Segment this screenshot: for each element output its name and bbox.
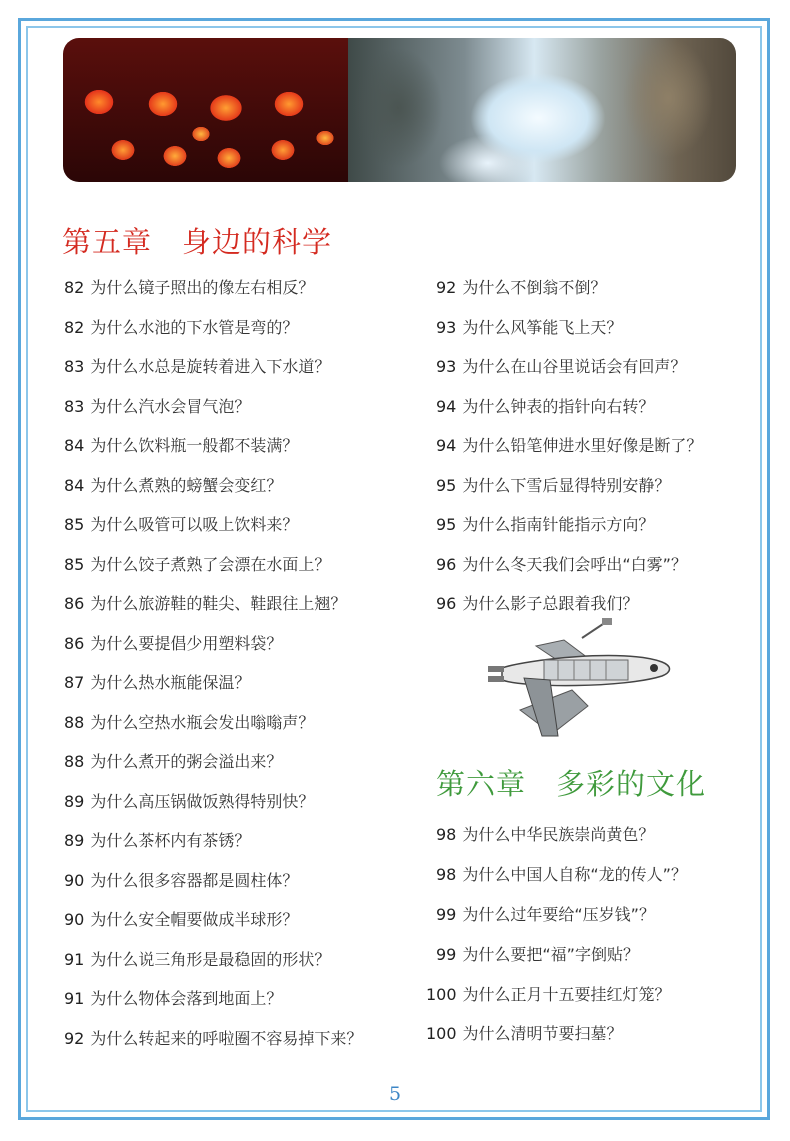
entry-title: 为什么中华民族崇尚黄色？	[462, 825, 655, 844]
entry-page-number: 98	[436, 825, 457, 844]
entry-page-number: 94	[436, 397, 457, 416]
entry-title: 为什么影子总跟着我们？	[462, 594, 639, 613]
glacier-image	[348, 38, 736, 182]
entry-page-number: 91	[64, 950, 85, 969]
toc-entry[interactable]	[436, 473, 670, 496]
entry-page-number: 99	[436, 945, 457, 964]
red-lanterns-image	[63, 38, 348, 182]
entry-title: 为什么中国人自称“龙的传人”？	[462, 865, 687, 884]
entry-title: 为什么饮料瓶一般都不装满？	[90, 436, 299, 455]
entry-page-number: 95	[436, 515, 457, 534]
toc-entry[interactable]	[436, 275, 606, 298]
entry-title: 为什么在山谷里说话会有回声？	[462, 357, 687, 376]
entry-title: 为什么指南针能指示方向？	[462, 515, 655, 534]
chapter-6-title: 第六章 多彩的文化	[436, 767, 707, 801]
entry-title: 为什么吸管可以吸上饮料来？	[90, 515, 299, 534]
toc-entry[interactable]	[436, 902, 655, 925]
entry-title: 为什么水总是旋转着进入下水道？	[90, 357, 331, 376]
entry-title: 为什么下雪后显得特别安静？	[462, 476, 671, 495]
entry-title: 为什么空热水瓶会发出嗡嗡声？	[90, 713, 315, 732]
toc-entry[interactable]	[436, 591, 638, 614]
entry-page-number: 89	[64, 792, 85, 811]
toc-entry[interactable]	[64, 433, 298, 456]
entry-title: 为什么过年要给“压岁钱”？	[462, 905, 655, 924]
toc-entry[interactable]	[64, 907, 298, 930]
toc-entry[interactable]	[64, 947, 330, 970]
entry-page-number: 93	[436, 357, 457, 376]
space-shuttle-illustration	[484, 618, 676, 750]
entry-title: 为什么钟表的指针向右转？	[462, 397, 655, 416]
toc-entry[interactable]	[64, 749, 282, 772]
toc-entry[interactable]	[64, 552, 330, 575]
entry-page-number: 93	[436, 318, 457, 337]
entry-title: 为什么冬天我们会呼出“白雾”？	[462, 555, 687, 574]
toc-entry[interactable]	[64, 828, 250, 851]
entry-page-number: 91	[64, 989, 85, 1008]
entry-title: 为什么安全帽要做成半球形？	[90, 910, 299, 929]
entry-title: 为什么高压锅做饭熟得特别快？	[90, 792, 315, 811]
toc-entry[interactable]	[64, 394, 250, 417]
entry-title: 为什么旅游鞋的鞋尖、鞋跟往上翘？	[90, 594, 347, 613]
entry-title: 为什么煮开的粥会溢出来？	[90, 752, 283, 771]
toc-entry[interactable]	[64, 354, 330, 377]
entry-title: 为什么要提倡少用塑料袋？	[90, 634, 283, 653]
toc-entry[interactable]	[64, 315, 298, 338]
toc-entry[interactable]	[64, 1026, 362, 1049]
entry-title: 为什么镜子照出的像左右相反？	[90, 278, 315, 297]
entry-page-number: 86	[64, 634, 85, 653]
entry-title: 为什么很多容器都是圆柱体？	[90, 871, 299, 890]
entry-page-number: 83	[64, 397, 85, 416]
toc-entry[interactable]	[64, 670, 250, 693]
toc-entry[interactable]	[436, 822, 654, 845]
entry-page-number: 89	[64, 831, 85, 850]
entry-title: 为什么转起来的呼啦圈不容易掉下来？	[90, 1029, 363, 1048]
toc-entry[interactable]	[436, 512, 654, 535]
entry-page-number: 85	[64, 515, 85, 534]
toc-entry[interactable]	[64, 512, 298, 535]
entry-page-number: 92	[64, 1029, 85, 1048]
toc-entry[interactable]	[436, 862, 687, 885]
entry-title: 为什么煮熟的螃蟹会变红？	[90, 476, 283, 495]
toc-entry[interactable]	[436, 433, 702, 456]
entry-page-number: 88	[64, 752, 85, 771]
entry-page-number: 84	[64, 436, 85, 455]
toc-entry[interactable]	[426, 1021, 623, 1044]
entry-title: 为什么不倒翁不倒？	[462, 278, 607, 297]
entry-page-number: 85	[64, 555, 85, 574]
toc-entry[interactable]	[64, 789, 314, 812]
toc-entry[interactable]	[64, 986, 282, 1009]
entry-page-number: 84	[64, 476, 85, 495]
toc-entry[interactable]	[436, 394, 654, 417]
toc-entry[interactable]	[64, 473, 282, 496]
entry-title: 为什么清明节要扫墓？	[462, 1024, 623, 1043]
entry-page-number: 95	[436, 476, 457, 495]
entry-page-number: 96	[436, 555, 457, 574]
entry-title: 为什么铅笔伸进水里好像是断了？	[462, 436, 703, 455]
entry-title: 为什么说三角形是最稳固的形状？	[90, 950, 331, 969]
entry-page-number: 82	[64, 278, 85, 297]
entry-title: 为什么水池的下水管是弯的？	[90, 318, 299, 337]
entry-page-number: 96	[436, 594, 457, 613]
toc-entry[interactable]	[64, 710, 314, 733]
toc-entry[interactable]	[436, 942, 639, 965]
toc-entry[interactable]	[64, 591, 346, 614]
entry-page-number: 83	[64, 357, 85, 376]
entry-page-number: 86	[64, 594, 85, 613]
entry-page-number: 87	[64, 673, 85, 692]
toc-entry[interactable]	[426, 982, 671, 1005]
entry-page-number: 92	[436, 278, 457, 297]
entry-title: 为什么热水瓶能保温？	[90, 673, 251, 692]
entry-page-number: 88	[64, 713, 85, 732]
entry-title: 为什么风筝能飞上天？	[462, 318, 623, 337]
entry-page-number: 82	[64, 318, 85, 337]
entry-page-number: 100	[426, 985, 457, 1004]
toc-entry[interactable]	[436, 354, 686, 377]
toc-entry[interactable]	[64, 631, 282, 654]
page-number: 5	[388, 1083, 402, 1105]
entry-page-number: 100	[426, 1024, 457, 1043]
entry-title: 为什么正月十五要挂红灯笼？	[462, 985, 671, 1004]
entry-title: 为什么要把“福”字倒贴？	[462, 945, 639, 964]
entry-title: 为什么饺子煮熟了会漂在水面上？	[90, 555, 331, 574]
toc-entry[interactable]	[64, 275, 314, 298]
entry-page-number: 90	[64, 910, 85, 929]
chapter-5-title: 第五章 身边的科学	[62, 225, 333, 259]
entry-title: 为什么茶杯内有茶锈？	[90, 831, 251, 850]
entry-page-number: 99	[436, 905, 457, 924]
entry-page-number: 94	[436, 436, 457, 455]
toc-entry[interactable]	[436, 552, 687, 575]
entry-title: 为什么物体会落到地面上？	[90, 989, 283, 1008]
header-banner	[63, 38, 736, 182]
toc-entry[interactable]	[436, 315, 622, 338]
entry-page-number: 98	[436, 865, 457, 884]
entry-page-number: 90	[64, 871, 85, 890]
entry-title: 为什么汽水会冒气泡？	[90, 397, 251, 416]
toc-entry[interactable]	[64, 868, 298, 891]
